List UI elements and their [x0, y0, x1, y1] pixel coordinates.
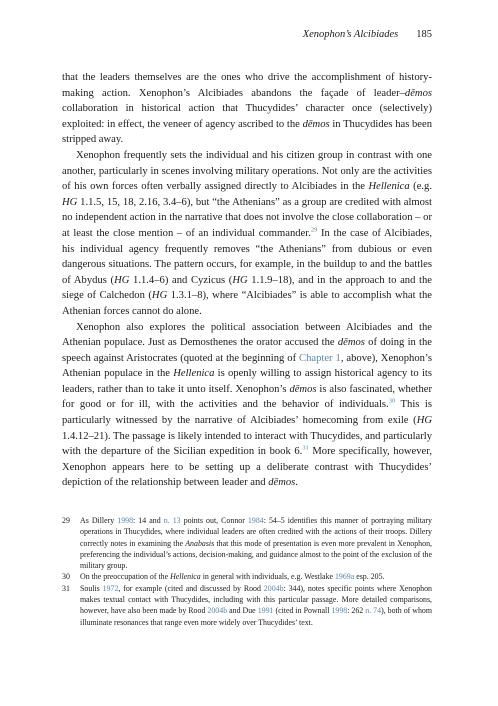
text-run: Soulis	[80, 583, 103, 593]
text-run: 1.1.9–18), and in the approach to and the siege of Calchedon (	[62, 274, 432, 302]
italic-text: dēmos	[404, 87, 432, 99]
italic-text: HG	[151, 290, 168, 302]
text-run: 1.1.5, 15, 18, 2.16, 3.4–6), but “the Athenians” as a group are credited with almost no independent action in the narrative that does not involve the close collaboration – or at least the close mention – of an individual commander.	[62, 196, 432, 239]
italic-text: dēmos	[289, 383, 317, 395]
italic-text: HG	[416, 415, 432, 427]
italic-text: HG	[62, 196, 78, 208]
footnote-text	[80, 516, 432, 570]
text-run: As Dillery	[80, 516, 118, 525]
text-run: 1.1.4–6) and Cyzicus (	[129, 274, 233, 286]
text-run: This is particularly witnessed by the narrative of Alcibiades’ homecoming from exile (	[62, 399, 432, 427]
italic-text: HG	[114, 274, 130, 286]
italic-text: Hellenica	[170, 572, 201, 582]
main-text	[62, 70, 432, 491]
italic-text: dēmos	[302, 118, 330, 130]
page-number: 185	[416, 29, 432, 40]
text-run: that the leaders themselves are the ones who drive the accomplishment of history-making action. Xenophon’s Alcibiades abandons the façade of leader–	[62, 72, 432, 99]
footnote-text	[80, 572, 385, 581]
text-run: , for example (cited and discussed by Rood	[118, 583, 264, 593]
text-run: In the case of Alcibiades, his individual agency frequently removes “the Athenians” from dubious or even dangerous situations. The pattern occurs, for example, in the buildup to and the battles of Abydus (	[62, 227, 432, 286]
footnote-number: 29	[62, 516, 70, 525]
text-run: More specifically, however, Xenophon appears here to be setting up a deliberate contrast with Thucydides’ depiction of the relationship between leader and	[62, 446, 432, 489]
text-run: (e.g.	[409, 181, 432, 193]
footnotes	[62, 515, 432, 628]
text-run: points out, Connor	[180, 516, 248, 525]
text-run: 1.3.1–8), where “Alcibiades” is able to accomplish what the Athenian forces cannot do alone.	[62, 290, 432, 317]
text-run: .	[295, 477, 298, 489]
text-run: On the preoccupation of the	[80, 572, 171, 582]
text-run: : 344), notes specific points where Xenophon makes textual contact with Thucydides, including with this particular passage. More detailed comparisons, however, have also been made by Rood	[80, 583, 432, 616]
reference-link[interactable]: 1969a	[334, 572, 355, 582]
reference-link[interactable]: 1991	[257, 606, 274, 616]
text-run: : 14 and	[133, 516, 164, 525]
running-head	[62, 28, 432, 42]
reference-link[interactable]: 1972	[102, 583, 119, 593]
text-run: esp. 205.	[354, 572, 385, 582]
text-run: (cited in Pownall	[273, 606, 332, 616]
reference-link[interactable]: 1998	[331, 606, 348, 616]
text-run: in Thucydides has been stripped away.	[62, 118, 433, 146]
reference-link[interactable]: n. 74	[365, 606, 382, 616]
reference-link[interactable]: 2004b	[263, 583, 284, 593]
text-run: ), both of whom illuminate resonances that range even more widely over Thucydides’ text.	[80, 606, 432, 627]
reference-link[interactable]: 2004b	[207, 606, 228, 616]
text-run: and Due	[227, 606, 258, 616]
italic-text: dēmos	[337, 337, 365, 349]
text-run: 1.4.12–21). The passage is likely intended to interact with Thucydides, and particularly with the departure of the Sicilian expedition in book 6.	[62, 430, 432, 458]
italic-text: Hellenica	[368, 181, 410, 193]
reference-link[interactable]: Chapter 1	[299, 352, 341, 364]
text-run: Xenophon also explores the political association between Alcibiades and the Athenian populace. Just as Demosthenes the orator accused the	[62, 321, 432, 349]
text-run: Xenophon frequently sets the individual and his citizen group in contrast with one another, particularly in scenes involving military operations. Not only are the activities of his own forces often verbally assigned directly to Alcibiades in the	[62, 149, 432, 193]
text-run: is openly willing to assign historical agency to its leaders, rather than to take it unto itself. Xenophon’s	[62, 368, 432, 395]
footnote-ref-link[interactable]: 30	[388, 397, 396, 405]
italic-text: Hellenica	[173, 368, 215, 380]
paragraph-2	[62, 148, 432, 320]
footnote-ref-link[interactable]: 31	[302, 444, 309, 452]
reference-link[interactable]: 1998	[117, 516, 134, 525]
text-run: that this mode of presentation is even more prevalent in Xenophon, preferencing the individual’s actions, decision-making, and guidance almost to the point of the exclusion of the military group.	[80, 538, 432, 571]
reference-link[interactable]: 1984	[247, 516, 264, 525]
footnote-ref-link[interactable]: 29	[310, 226, 318, 234]
footnote-number: 31	[62, 583, 70, 593]
italic-text: dēmos	[268, 477, 296, 489]
footnote-text	[80, 584, 432, 627]
footnote-29	[62, 515, 432, 571]
paragraph-3	[62, 320, 432, 492]
reference-link[interactable]: n. 13	[163, 516, 181, 525]
text-run: is also fascinated, whether for good or for ill, with the activities and the behavior of individuals.	[62, 383, 432, 411]
footnote-31	[62, 583, 432, 628]
footnote-number: 30	[62, 572, 70, 582]
text-run: , above), Xenophon’s Athenian populace in the	[62, 352, 432, 380]
text-run: in general with individuals, e.g. Westlake	[200, 572, 335, 582]
text-run: of doing in the speech against Aristocrates (quoted at the beginning of	[62, 337, 432, 364]
paragraph-1	[62, 70, 432, 148]
text-run: collaboration in historical action that Thucydides’ character once (selectively) exploited: in effect, the veneer of agency ascribed to the	[62, 103, 432, 130]
text-run: : 54–5 identifies this manner of portraying military operations in Thucydides, where individual leaders are often credited with the actions of their troops. Dillery correctly notes in examining the	[80, 516, 432, 548]
italic-text: Anabasis	[185, 538, 215, 548]
italic-text: HG	[232, 274, 248, 286]
text-run: : 262	[347, 606, 366, 616]
running-head-title: Xenophon’s Alcibiades	[302, 29, 399, 40]
footnote-30	[62, 571, 432, 582]
